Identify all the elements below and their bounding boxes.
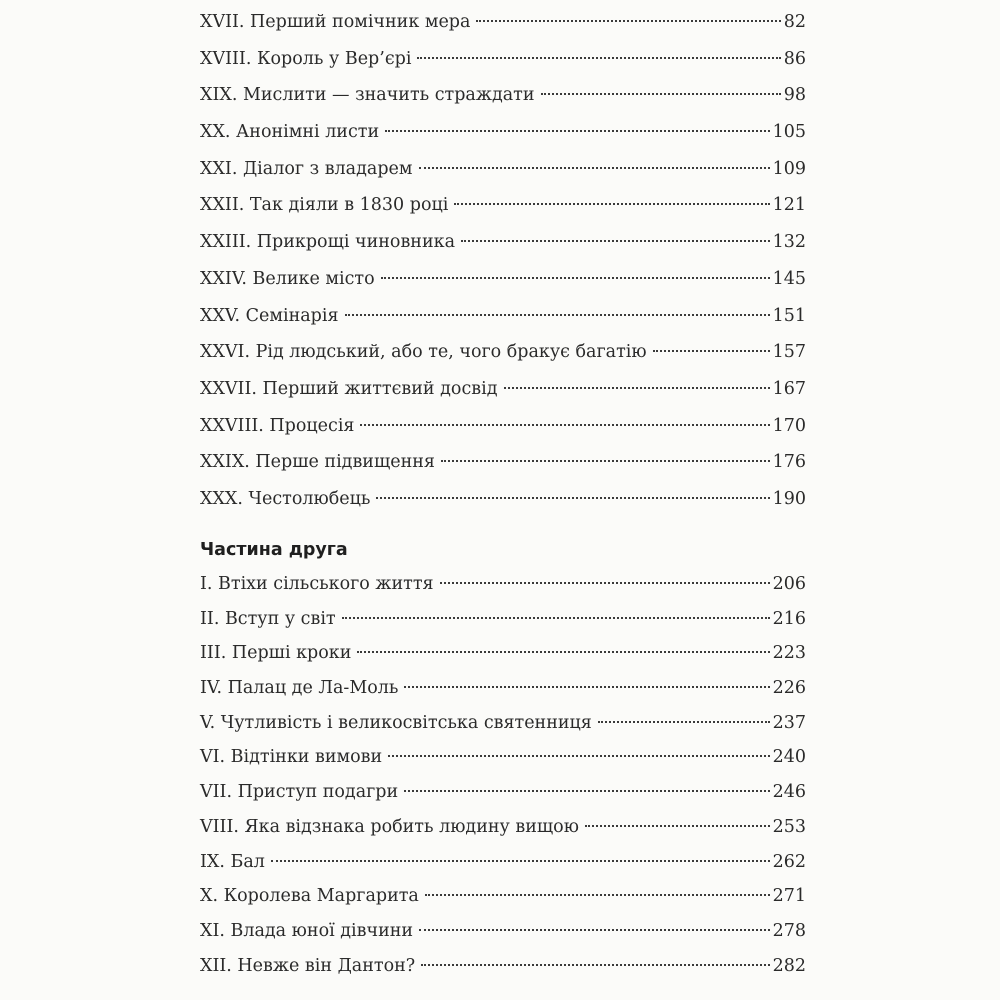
toc-entry-page-number: 278 [772,920,806,941]
toc-entry [200,151,806,188]
toc-entry-title: II. Вступ у світ [200,608,336,629]
dot-leader [271,860,770,862]
toc-entry-page-number: 282 [772,955,806,976]
toc-entry-page-number: 216 [772,608,806,629]
toc-entry-title: XXIX. Перше підвищення [200,452,435,473]
dot-leader [421,964,769,966]
toc-entry [200,775,806,810]
toc-list-part-one [200,4,806,518]
toc-entry [200,602,806,637]
dot-leader [404,686,769,688]
toc-entry [200,481,806,518]
toc-entry-title: XXX. Честолюбець [200,488,371,509]
toc-entry-page-number: 170 [772,415,806,436]
toc-entry-title: XXVIII. Процесія [200,415,355,436]
toc-entry-page-number: 206 [772,574,806,594]
dot-leader [653,350,770,352]
toc-entry [200,444,806,481]
toc-entry [200,298,806,335]
dot-leader [381,277,770,279]
dot-leader [425,894,770,896]
toc-entry-title: XIX. Мислити — значить страждати [200,85,535,106]
dot-leader [342,617,770,619]
toc-entry-title: XXII. Так діяли в 1830 році [200,195,449,216]
toc-entry-title: XX. Анонімні листи [200,122,380,143]
toc-entry-page-number: 226 [772,678,806,699]
toc-entry [200,949,806,984]
toc-entry-page-number: 167 [772,378,806,399]
toc-entry-page-number: 190 [772,488,806,509]
toc-entry [200,671,806,706]
dot-leader [419,929,770,931]
toc-entry-title: V. Чутливість і великосвітська святенниця [200,712,592,733]
toc-entry [200,114,806,151]
toc-entry-page-number: 262 [772,851,806,872]
dot-leader [404,790,769,792]
toc-entry-title: XXV. Семінарія [200,305,339,326]
toc-entry [200,371,806,408]
dot-leader [504,387,770,389]
toc-entry-page-number: 145 [772,268,806,289]
toc-entry [200,810,806,845]
toc-entry-page-number: 86 [783,48,806,69]
dot-leader [585,825,770,827]
toc-entry-title: XXVII. Перший життєвий досвід [200,378,498,399]
toc-entry-page-number: 246 [772,782,806,803]
toc-entry-page-number: 253 [772,816,806,837]
toc-entry [200,77,806,114]
toc-entry [200,879,806,914]
toc-entry [200,740,806,775]
dot-leader [441,460,770,462]
toc-entry-page-number: 271 [772,886,806,907]
dot-leader [376,497,769,499]
toc-entry-page-number: 82 [783,12,806,32]
toc-entry-page-number: 176 [772,452,806,473]
toc-entry-title: XXI. Діалог з владарем [200,158,413,179]
toc-entry-page-number: 105 [772,122,806,143]
toc-entry-title: IV. Палац де Ла-Моль [200,678,399,699]
toc-entry [200,334,806,371]
dot-leader [345,314,770,316]
toc-entry [200,261,806,298]
toc-entry-title: III. Перші кроки [200,643,352,664]
dot-leader [360,424,769,426]
toc-entry [200,224,806,261]
toc-entry [200,408,806,445]
toc-entry [200,914,806,949]
toc-entry-title: XII. Невже він Дантон? [200,955,416,976]
toc-entry-title: IX. Бал [200,851,265,872]
toc-entry [200,845,806,880]
dot-leader [598,721,770,723]
toc-entry-page-number: 237 [772,712,806,733]
toc-entry-page-number: 157 [772,342,806,363]
toc-entry-title: XVII. Перший помічник мера [200,12,471,32]
toc-entry-title: XXIV. Велике місто [200,268,375,289]
dot-leader [388,755,769,757]
dot-leader [417,57,780,59]
section-heading: Частина друга [200,540,348,560]
dot-leader [440,582,770,584]
toc-entry-page-number: 109 [772,158,806,179]
toc-entry [200,187,806,224]
toc-entry-page-number: 98 [783,85,806,106]
toc-entry [200,706,806,741]
toc-entry [200,41,806,78]
toc-entry-page-number: 132 [772,232,806,253]
toc-entry-title: XI. Влада юної дівчини [200,920,414,941]
toc-entry-title: I. Втіхи сільського життя [200,574,434,594]
toc-entry-title: VII. Приступ подагри [200,782,399,803]
dot-leader [461,240,770,242]
toc-entry [200,636,806,671]
dot-leader [385,130,769,132]
toc-entry-page-number: 121 [772,195,806,216]
toc-entry-page-number: 151 [772,305,806,326]
toc-entry-title: XXIII. Прикрощі чиновника [200,232,455,253]
toc-entry [200,4,806,41]
dot-leader [419,167,770,169]
toc-entry-title: VI. Відтінки вимови [200,747,383,768]
toc-entry-title: XXVI. Рід людський, або те, чого бракує багатію [200,342,647,363]
toc-entry-page-number: 240 [772,747,806,768]
toc-entry-title: VIII. Яка відзнака робить людину вищою [200,816,579,837]
toc-list-part-two [200,567,806,983]
toc-entry [200,567,806,602]
toc-entry-title: XVIII. Король у Вер’єрі [200,48,412,69]
toc-entry-page-number: 223 [772,643,806,664]
dot-leader [454,203,769,205]
toc-entry-title: X. Королева Маргарита [200,886,419,907]
dot-leader [541,93,781,95]
dot-leader [357,651,769,653]
dot-leader [476,20,780,22]
